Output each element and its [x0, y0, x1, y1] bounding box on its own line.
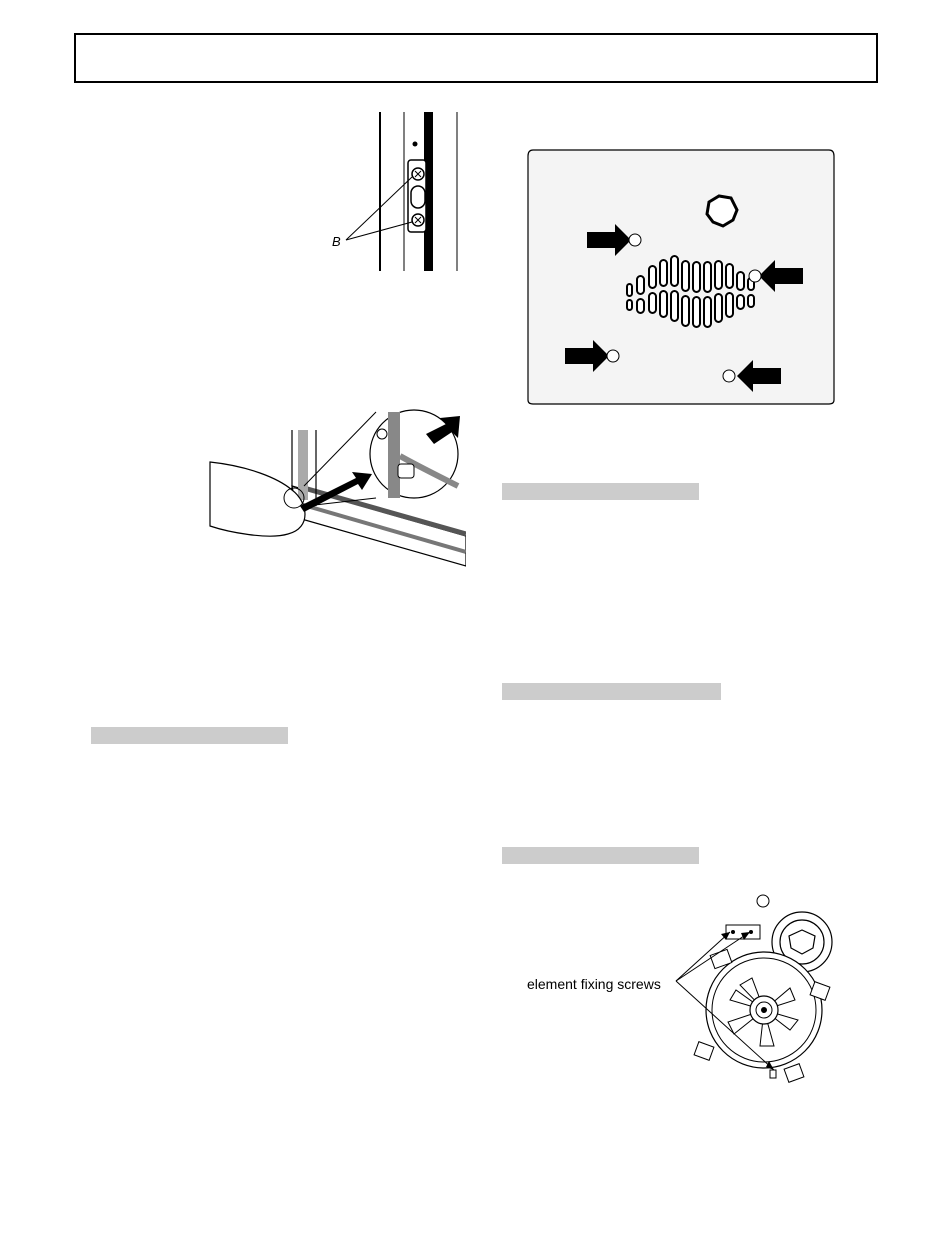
- back-panel-illustration: [525, 148, 837, 408]
- hinge-illustration: [320, 108, 470, 273]
- element-fixing-screws-label: element fixing screws: [527, 976, 661, 992]
- section-bar-right-1: [502, 483, 699, 500]
- door-seal-figure: [208, 406, 466, 574]
- back-panel-figure: [525, 148, 837, 408]
- hinge-figure: [320, 108, 470, 273]
- section-bar-left-1: [91, 727, 288, 744]
- fan-element-figure: [520, 890, 840, 1090]
- screw-label-b: B: [332, 234, 341, 249]
- section-bar-right-2: [502, 683, 721, 700]
- section-bar-right-3: [502, 847, 699, 864]
- door-seal-illustration: [208, 406, 466, 574]
- page-header-box: [74, 33, 878, 83]
